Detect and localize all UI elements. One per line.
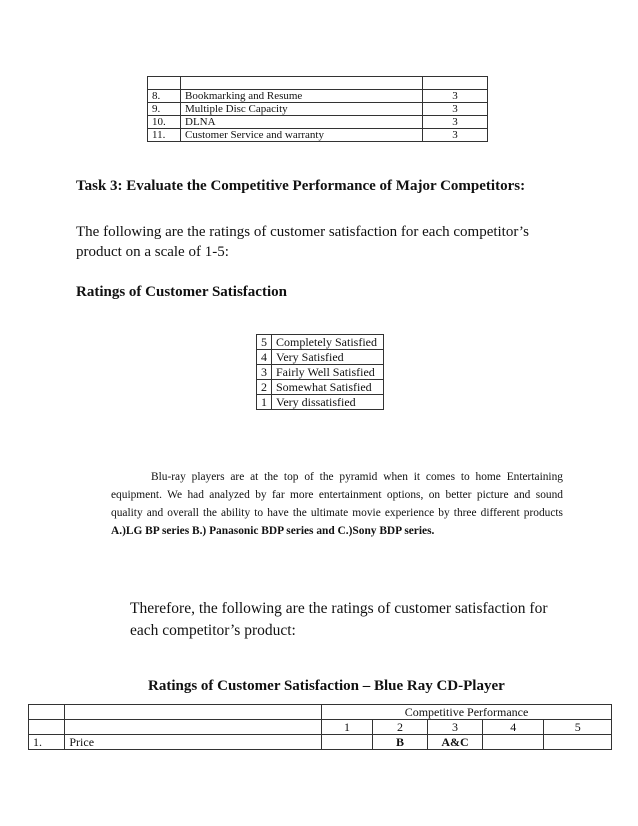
features-table [147, 76, 488, 142]
rating-mark [322, 735, 373, 750]
scale-number: 1 [322, 720, 373, 735]
rating-mark [483, 735, 544, 750]
table-row [29, 720, 612, 735]
feature-rating [423, 77, 488, 90]
table-row [148, 116, 488, 129]
scale-score: 3 [257, 365, 272, 380]
row-number: 10. [148, 116, 181, 129]
blank-cell [65, 720, 322, 735]
table-row [257, 350, 384, 365]
intro-paragraph: The following are the ratings of customer satisfaction for each competitor’s product on a scale of 1-5: [76, 224, 529, 260]
scale-score: 4 [257, 350, 272, 365]
feature-name: Multiple Disc Capacity [181, 103, 423, 116]
row-number: 11. [148, 129, 181, 142]
scale-number: 2 [372, 720, 427, 735]
task3-heading: Task 3: Evaluate the Competitive Performance of Major Competitors: [76, 178, 526, 194]
blank-cell [29, 705, 65, 720]
table-row [257, 380, 384, 395]
scale-score: 1 [257, 395, 272, 410]
table-row [257, 365, 384, 380]
scale-label: Completely Satisfied [272, 335, 384, 350]
bluray-paragraph [111, 468, 563, 540]
ratings-heading: Ratings of Customer Satisfaction [76, 284, 287, 300]
row-number: 1. [29, 735, 65, 750]
feature-name: Bookmarking and Resume [181, 90, 423, 103]
competitive-performance-table [28, 704, 612, 750]
scale-number: 5 [544, 720, 612, 735]
table-row [148, 129, 488, 142]
row-number: 8. [148, 90, 181, 103]
row-number: 9. [148, 103, 181, 116]
table-row [148, 90, 488, 103]
table-row [257, 395, 384, 410]
therefore-paragraph: Therefore, the following are the ratings of customer satisfaction for each competitor’s product: [130, 600, 548, 639]
feature-rating: 3 [423, 103, 488, 116]
table-row [29, 735, 612, 750]
feature-rating: 3 [423, 116, 488, 129]
blank-cell [29, 720, 65, 735]
scale-label: Somewhat Satisfied [272, 380, 384, 395]
bluray-products: A.)LG BP series B.) Panasonic BDP series and C.)Sony BDP series. [111, 525, 435, 537]
scale-number: 3 [428, 720, 483, 735]
scale-number: 4 [483, 720, 544, 735]
scale-score: 5 [257, 335, 272, 350]
satisfaction-scale-table [256, 334, 384, 410]
scale-label: Fairly Well Satisfied [272, 365, 384, 380]
feature-rating: 3 [423, 90, 488, 103]
table-row [29, 705, 612, 720]
attribute-name: Price [65, 735, 322, 750]
bluray-ratings-heading: Ratings of Customer Satisfaction – Blue Ray CD-Player [148, 678, 505, 694]
bluray-paragraph-text: Blu-ray players are at the top of the pyramid when it comes to home Entertaining equipment. We had analyzed by far more entertainment options, on better picture and sound quality and overall the ability to have the ultimate movie experience by three different products [111, 471, 563, 519]
scale-label: Very dissatisfied [272, 395, 384, 410]
scale-label: Very Satisfied [272, 350, 384, 365]
table-row [148, 77, 488, 90]
rating-mark: A&C [428, 735, 483, 750]
competitive-performance-header: Competitive Performance [322, 705, 612, 720]
feature-name: Customer Service and warranty [181, 129, 423, 142]
feature-rating: 3 [423, 129, 488, 142]
rating-mark [544, 735, 612, 750]
table-row [148, 103, 488, 116]
blank-cell [65, 705, 322, 720]
feature-name: DLNA [181, 116, 423, 129]
row-number [148, 77, 181, 90]
table-row [257, 335, 384, 350]
scale-score: 2 [257, 380, 272, 395]
feature-name [181, 77, 423, 90]
rating-mark: B [372, 735, 427, 750]
